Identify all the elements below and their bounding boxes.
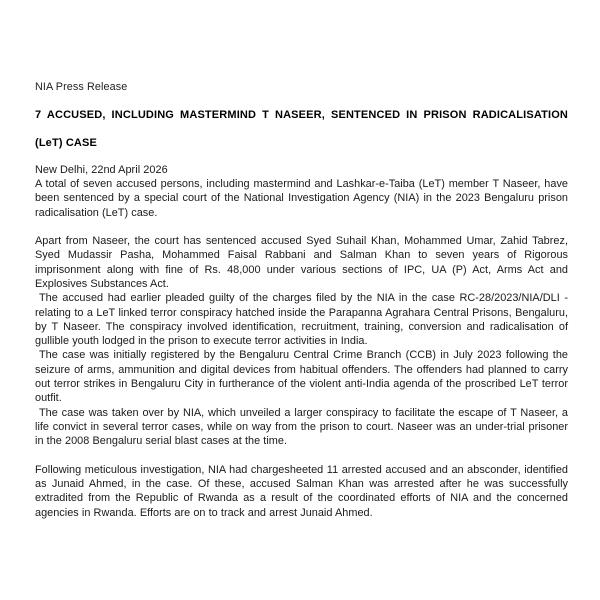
page-title-line-2: (LeT) CASE [35,137,97,150]
dateline: New Delhi, 22nd April 2026 [35,163,168,176]
page-title-line-1: 7 ACCUSED, INCLUDING MASTERMIND T NASEER, SENTENCED IN PRISON RADICALISATION [35,109,568,121]
paragraph-guilty-plea-case-number: The accused had earlier pleaded guilty of the charges filed by the NIA in the case RC-28/2023/NIA/DLI - relating to a LeT linked terror conspiracy hatched inside the Parapanna Agrahara Central Prisons, Bengaluru, by T Naseer. The conspiracy involved identification, recruitment, training, conversion and radicalisation of gullible youth lodged in the prison to execute terror activities in India. [35,292,568,348]
paragraph-chargesheet-extradition: Following meticulous investigation, NIA had chargesheeted 11 arrested accused and an absconder, identified as Junaid Ahmed, in the case. Of these, accused Salman Khan was arrested after he was successfully extradited from the Republic of Rwanda as a result of the coordinated efforts of NIA and the concerned agencies in Rwanda. Efforts are on to track and arrest Junaid Ahmed. [35,463,568,519]
paragraph-nia-takeover: The case was taken over by NIA, which unveiled a larger conspiracy to facilitate the escape of T Naseer, a life convict in several terror cases, while on way from the prison to court. Naseer was an under-trial prisoner in the 2008 Bengaluru serial blast cases at the time. [35,406,568,448]
paragraph-lead: A total of seven accused persons, including mastermind and Lashkar-e-Taiba (LeT) member T Naseer, have been sentenced by a special court of the National Investigation Agency (NIA) in the 2023 Bengaluru prison radicalisation (LeT) case. [35,177,568,219]
paragraph-co-accused-sentences: Apart from Naseer, the court has sentenced accused Syed Suhail Khan, Mohammed Umar, Zahid Tabrez, Syed Mudassir Pasha, Mohammed Faisal Rabbani and Salman Khan to seven years of Rigorous imprisonment along with fine of Rs. 48,000 under various sections of IPC, UA (P) Act, Arms Act and Explosives Substances Act. [35,235,568,290]
document-body [35,80,568,520]
page-title [35,108,568,151]
paragraph-initial-registration: The case was initially registered by the Bengaluru Central Crime Branch (CCB) in July 2023 following the seizure of arms, ammunition and digital devices from habitual offenders. The offenders had planned to carry out terror strikes in Bengaluru City in furtherance of the violent anti-India agenda of the proscribed LeT terror outfit. [35,349,568,405]
masthead-label: NIA Press Release [35,81,128,93]
